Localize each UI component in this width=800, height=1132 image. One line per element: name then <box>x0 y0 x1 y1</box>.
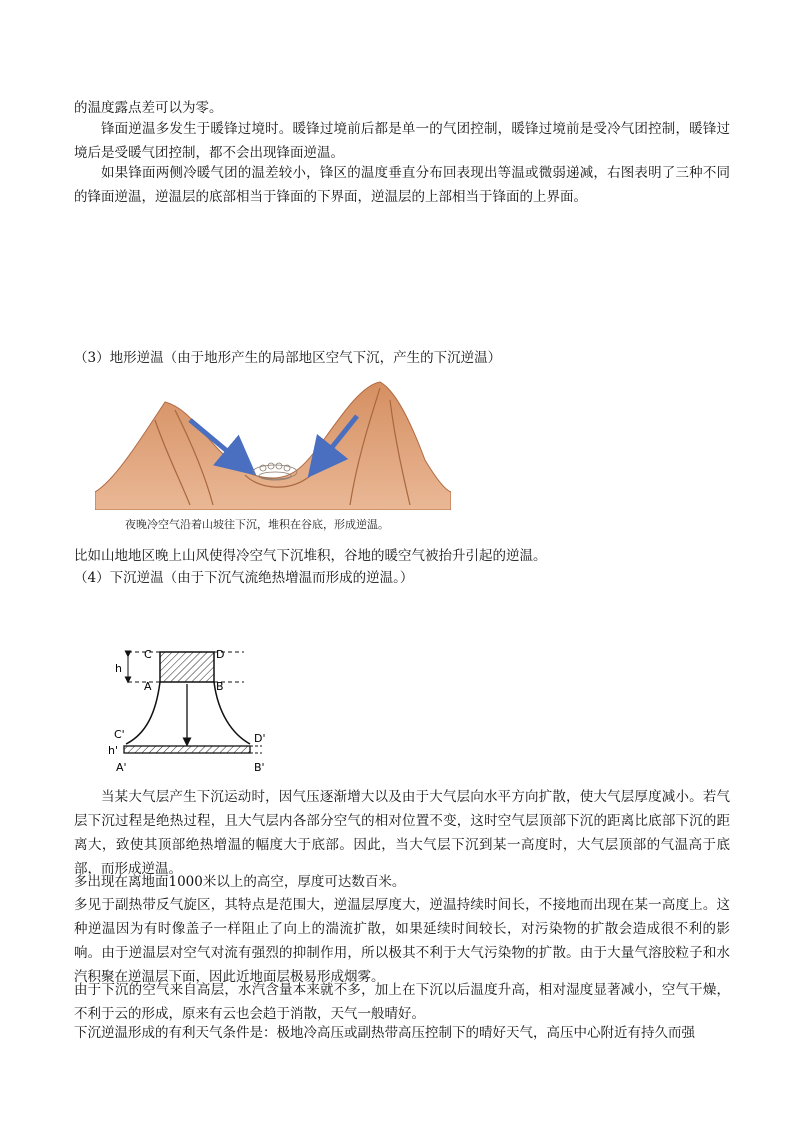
paragraph-mountain-example: 比如山地地区晚上山风使得冷空气下沉堆积，谷地的暖空气被抬升引起的逆温。 <box>74 548 547 564</box>
heading-subsidence-inversion: （4）下沉逆温（由于下沉气流绝热增温而形成的逆温。） <box>74 570 414 586</box>
label-a-prime: A' <box>116 761 127 774</box>
paragraph-subsidence-process: 当某大气层产生下沉运动时，因气压逐渐增大以及由于大气层向水平方向扩散，使大气层厚度减小。若气层下沉过程是绝热过程，且大气层内各部分空气的相对位置不变，这时空气层顶部下沉的距离比底部下沉的距离大，致使其顶部绝热增温的幅度大于底部。因此，当大气层下沉到某一高度时，大气层顶部的气温高于底部，而形成逆温。 <box>74 789 730 877</box>
paragraph-frontal-inversion: 锋面逆温多发生于暖锋过境时。暖锋过境前后都是单一的气团控制，暖锋过境前是受冷气团控制，暖锋过境后是受暖气团控制，都不会出现锋面逆温。 <box>74 121 730 161</box>
paragraph-anticyclone: 多见于副热带反气旋区，其特点是范围大，逆温层厚度大，逆温持续时间长，不接地而出现在某一高度上。这种逆温因为有时像盖子一样阻止了向上的湍流扩散，如果延续时间较长，对污染物的扩散会造成很不利的影响。由于逆温层对空气对流有强烈的抑制作用，所以极其不利于大气污染物的扩散。由于大量气溶胶粒子和水汽积聚在逆温层下面，因此近地面层极易形成烟雾。 <box>74 897 730 985</box>
subsidence-inversion-figure <box>108 638 288 778</box>
label-h: h <box>115 662 122 675</box>
label-d-prime: D' <box>254 732 266 745</box>
label-d: D <box>216 648 225 661</box>
paragraph-dry-air: 由于下沉的空气来自高层，水汽含量本来就不多，加上在下沉以后温度升高，相对湿度显著减小，空气干燥，不利于云的形成，原来有云也会趋于消散，天气一般晴好。 <box>74 982 730 1022</box>
cold-air-pool <box>253 463 297 480</box>
label-c-prime: C' <box>114 728 125 741</box>
lower-air-layer <box>124 746 250 753</box>
valley-inversion-figure <box>95 380 451 540</box>
label-b-prime: B' <box>254 761 265 774</box>
label-h-prime: h' <box>108 744 118 757</box>
valley-caption: 夜晚冷空气沿着山坡往下沉，堆积在谷底，形成逆温。 <box>125 518 389 531</box>
paragraph-altitude: 多出现在离地面1000米以上的高空，厚度可达数百米。 <box>74 874 406 890</box>
heading-terrain-inversion: （3）地形逆温（由于地形产生的局部地区空气下沉，产生的下沉逆温） <box>74 350 502 366</box>
paragraph-continuation: 的温度露点差可以为零。 <box>74 100 223 116</box>
label-c: C <box>144 648 152 661</box>
label-a: A <box>144 680 152 693</box>
paragraph-frontal-detail: 如果锋面两侧冷暖气团的温差较小，锋区的温度垂直分布回表现出等温或微弱递减，右图表明了三种不同的锋面逆温，逆温层的底部相当于锋面的下界面，逆温层的上部相当于锋面的上界面。 <box>74 165 730 205</box>
upper-air-layer <box>160 652 214 682</box>
left-spread-curve <box>126 682 160 744</box>
paragraph-weather-conditions: 下沉逆温形成的有利天气条件是：极地冷高压或副热带高压控制下的晴好天气，高压中心附近有持久而强 <box>74 1025 695 1041</box>
label-b: B <box>216 680 224 693</box>
